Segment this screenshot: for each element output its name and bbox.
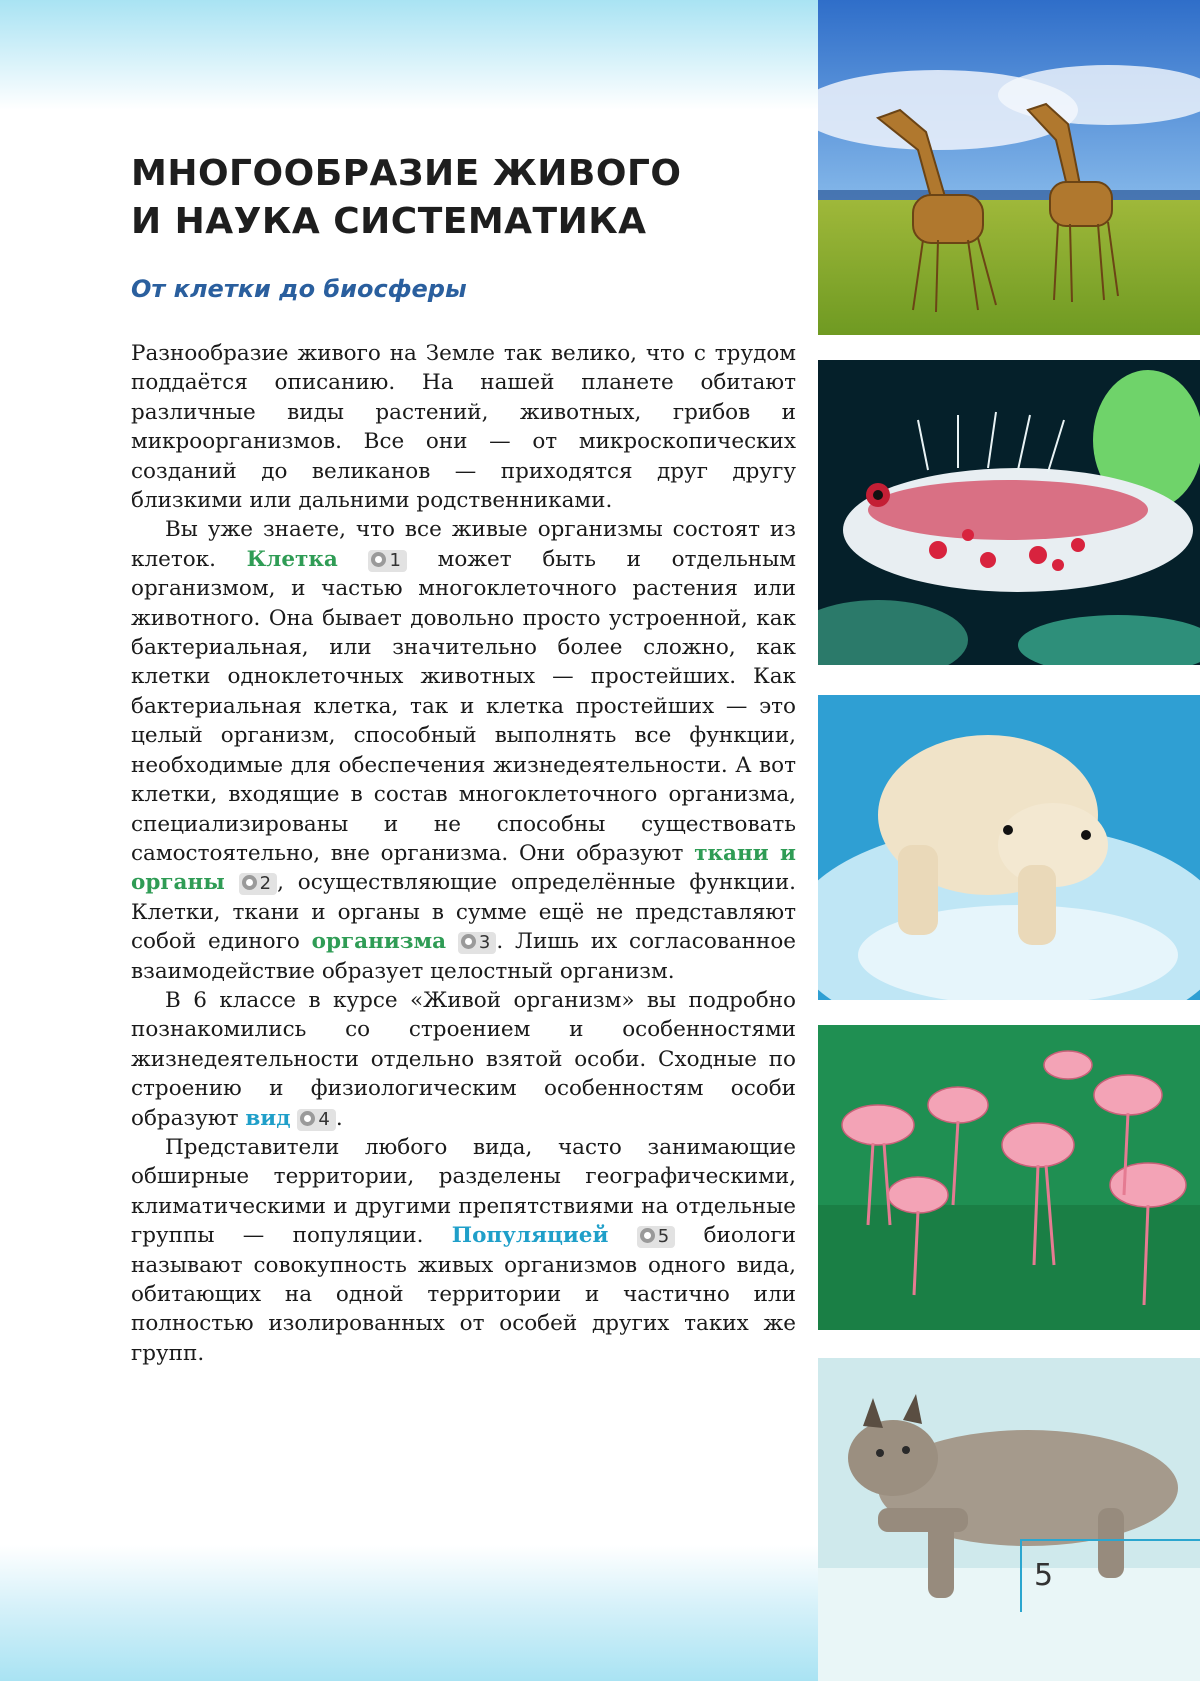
reference-number: 3 bbox=[478, 932, 491, 954]
page-title-line-1: МНОГООБРАЗИЕ ЖИВОГО bbox=[131, 153, 682, 194]
reference-number: 2 bbox=[259, 873, 272, 895]
disc-icon bbox=[461, 934, 476, 949]
page-title bbox=[131, 150, 771, 246]
paragraph-3 bbox=[131, 986, 796, 1133]
paragraph-2-text-b: может быть и отдельным организмом, и частью многоклеточного растения или животного. Она бывает довольно просто устроенной, как бактериальная, или значительно более сложно, как клетки одноклеточных животных — простейших. Как бактериальная клетка, так и клетка простейших — это целый организм, способный выполнять все функции, необходимые для обеспечения жизнедеятельности. А вот клетки, входящие в состав многоклеточного организма, специализированы и не способны существовать самостоятельно, вне организма. Они образуют bbox=[131, 546, 796, 866]
term-tissues-organs[interactable]: ткани и органы bbox=[131, 840, 796, 896]
section-subtitle: От клетки до биосферы bbox=[131, 275, 467, 303]
disc-icon bbox=[300, 1111, 315, 1126]
term-cell[interactable]: Клетка bbox=[246, 546, 338, 572]
paragraph-2-text-d: . Лишь их согласованное взаимодействие образует целостный организм. bbox=[131, 929, 797, 984]
photo-polar-bear bbox=[818, 695, 1200, 1000]
photo-lynx bbox=[818, 1358, 1200, 1681]
paragraph-2-text-c: , осуществляющие определённые функции. Клетки, ткани и органы в сумме ещё не представляют собой единого bbox=[131, 870, 796, 955]
reference-marker-1[interactable] bbox=[368, 550, 406, 572]
paragraph-1: Разнообразие живого на Земле так велико, что с трудом поддаётся описанию. На нашей планете обитают различные виды растений, животных, грибов и микроорганизмов. Все они — от микроскопических созданий до великанов — приходятся друг другу близкими или дальними родственниками. bbox=[131, 341, 796, 514]
photo-hawkfish bbox=[818, 360, 1200, 665]
body-text bbox=[131, 339, 796, 1368]
reference-marker-4[interactable] bbox=[297, 1109, 335, 1131]
paragraph-2 bbox=[131, 515, 796, 986]
page-title-line-2: И НАУКА СИСТЕМАТИКА bbox=[131, 201, 647, 242]
disc-icon bbox=[242, 875, 257, 890]
term-organism[interactable]: организма bbox=[311, 929, 447, 955]
term-species[interactable]: вид bbox=[245, 1105, 291, 1131]
term-population[interactable]: Популяцией bbox=[451, 1223, 609, 1249]
reference-number: 5 bbox=[657, 1226, 670, 1248]
page-number: 5 bbox=[1020, 1540, 1084, 1612]
paragraph-4 bbox=[131, 1133, 796, 1368]
disc-icon bbox=[640, 1228, 655, 1243]
photo-column bbox=[818, 0, 1200, 1681]
reference-number: 4 bbox=[318, 1108, 330, 1130]
disc-icon bbox=[371, 552, 386, 567]
paragraph-2-text-a: Вы уже знаете, что все живые организмы состоят из клеток. bbox=[131, 517, 796, 572]
paragraph-4-text-a: Представители любого вида, часто занимающие обширные территории, разделены географическими, климатическими и другими препятствиями на отдельные группы — популяции. bbox=[131, 1134, 796, 1249]
top-gradient-band bbox=[0, 0, 818, 110]
reference-number: 1 bbox=[389, 549, 401, 571]
paragraph-3-text-a: В 6 классе в курсе «Живой организм» вы подробно познакомились со строением и особенностями жизнедеятельности отдельно взятой особи. Сходные по строению и физиологическим особенностям особи образуют bbox=[131, 987, 796, 1131]
bottom-gradient-band bbox=[0, 1545, 818, 1681]
photo-giraffes bbox=[818, 0, 1200, 335]
reference-marker-5[interactable] bbox=[637, 1226, 675, 1248]
photo-flamingos bbox=[818, 1025, 1200, 1330]
reference-marker-2[interactable] bbox=[239, 873, 277, 895]
paragraph-4-text-b: биологи называют совокупность живых организмов одного вида, обитающих на одной территории и частично или полностью изолированных от особей других таких же групп. bbox=[131, 1223, 796, 1366]
reference-marker-3[interactable] bbox=[458, 932, 496, 954]
paragraph-3-text-b: . bbox=[335, 1105, 343, 1131]
